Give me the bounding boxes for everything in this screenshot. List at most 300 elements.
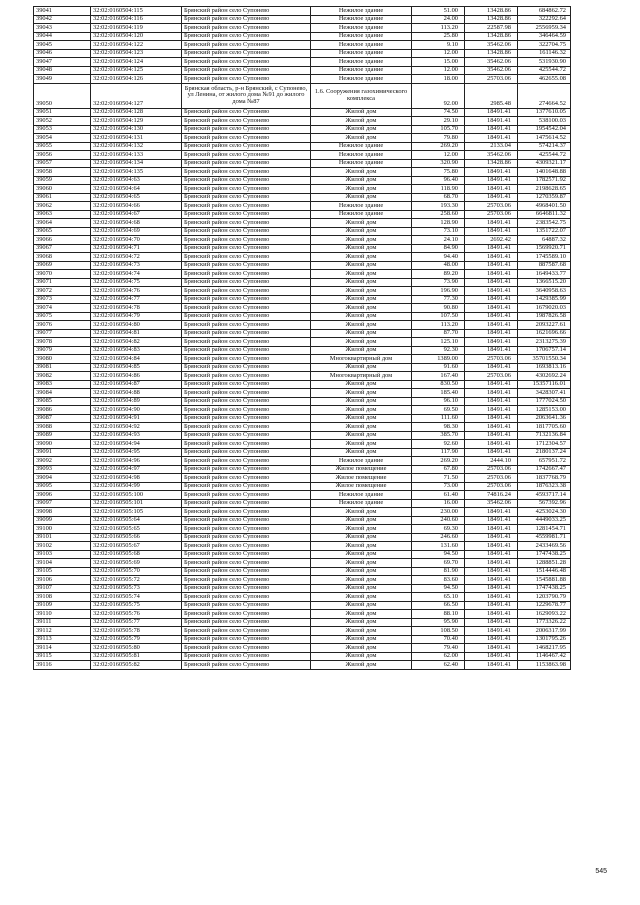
number-cell: 39113 <box>34 635 91 644</box>
table-row <box>34 610 571 619</box>
table-row <box>34 576 571 585</box>
cadastral-value-cell: 1679020.03 <box>518 304 571 313</box>
cadastral-number-cell: 32:02:0160504:127 <box>91 83 182 108</box>
unit-value-cell: 18491.41 <box>465 644 518 653</box>
address-cell: Брянский район село Супонево <box>182 525 311 534</box>
table-row <box>34 66 571 75</box>
address-cell: Брянский район село Супонево <box>182 491 311 500</box>
number-cell: 39041 <box>34 7 91 16</box>
cadastral-number-cell: 32:02:0160504:120 <box>91 32 182 41</box>
area-cell: 92.60 <box>412 440 465 449</box>
cadastral-number-cell: 32:02:0160504:124 <box>91 58 182 67</box>
number-cell: 39084 <box>34 389 91 398</box>
address-cell: Брянский район село Супонево <box>182 448 311 457</box>
table-row <box>34 159 571 168</box>
object-type-cell: Нежилое здание <box>311 32 412 41</box>
object-type-cell: Жилой дом <box>311 559 412 568</box>
table-row <box>34 168 571 177</box>
unit-value-cell: 13428.86 <box>465 7 518 16</box>
cadastral-number-cell: 32:02:0160505:74 <box>91 593 182 602</box>
cadastral-number-cell: 32:02:0160505:64 <box>91 516 182 525</box>
cadastral-value-cell: 346464.59 <box>518 32 571 41</box>
cadastral-number-cell: 32:02:0160505:72 <box>91 576 182 585</box>
address-cell: Брянский район село Супонево <box>182 533 311 542</box>
area-cell: 24.10 <box>412 236 465 245</box>
number-cell: 39082 <box>34 372 91 381</box>
table-row <box>34 482 571 491</box>
unit-value-cell: 18491.41 <box>465 652 518 661</box>
address-cell: Брянский район село Супонево <box>182 151 311 160</box>
unit-value-cell: 25703.06 <box>465 75 518 84</box>
table-row <box>34 525 571 534</box>
cadastral-number-cell: 32:02:0160504:123 <box>91 49 182 58</box>
number-cell: 39111 <box>34 618 91 627</box>
number-cell: 39077 <box>34 329 91 338</box>
address-cell: Брянский район село Супонево <box>182 431 311 440</box>
object-type-cell: Жилой дом <box>311 440 412 449</box>
object-type-cell: Жилой дом <box>311 618 412 627</box>
cadastral-number-cell: 32:02:0160504:69 <box>91 227 182 236</box>
unit-value-cell: 25703.06 <box>465 474 518 483</box>
table-row <box>34 338 571 347</box>
table-row <box>34 134 571 143</box>
number-cell: 39074 <box>34 304 91 313</box>
table-row <box>34 584 571 593</box>
number-cell: 39061 <box>34 193 91 202</box>
area-cell: 73.00 <box>412 482 465 491</box>
cadastral-value-cell: 2383542.75 <box>518 219 571 228</box>
cadastral-number-cell: 32:02:0160504:76 <box>91 287 182 296</box>
cadastral-value-cell: 1742667.47 <box>518 465 571 474</box>
cadastral-value-cell: 1514446.48 <box>518 567 571 576</box>
address-cell: Брянский район село Супонево <box>182 49 311 58</box>
area-cell: 24.00 <box>412 15 465 24</box>
address-cell: Брянский район село Супонево <box>182 58 311 67</box>
area-cell: 830.50 <box>412 380 465 389</box>
object-type-cell: Жилой дом <box>311 253 412 262</box>
table-row <box>34 49 571 58</box>
object-type-cell: Жилой дом <box>311 448 412 457</box>
cadastral-value-cell: 1954542.04 <box>518 125 571 134</box>
address-cell: Брянский район село Супонево <box>182 601 311 610</box>
object-type-cell: Многоквартирный дом <box>311 355 412 364</box>
number-cell: 39058 <box>34 168 91 177</box>
object-type-cell: Жилой дом <box>311 176 412 185</box>
table-row <box>34 661 571 670</box>
unit-value-cell: 18491.41 <box>465 550 518 559</box>
object-type-cell: Жилой дом <box>311 389 412 398</box>
number-cell: 39107 <box>34 584 91 593</box>
cadastral-value-cell: 35701550.34 <box>518 355 571 364</box>
cadastral-value-cell: 1377610.05 <box>518 108 571 117</box>
unit-value-cell: 18491.41 <box>465 270 518 279</box>
cadastral-number-cell: 32:02:0160504:133 <box>91 151 182 160</box>
cadastral-number-cell: 32:02:0160505:75 <box>91 601 182 610</box>
object-type-cell: Нежилое здание <box>311 7 412 16</box>
cadastral-value-cell: 2313275.39 <box>518 338 571 347</box>
table-row <box>34 448 571 457</box>
area-cell: 118.90 <box>412 185 465 194</box>
cadastral-number-cell: 32:02:0160504:98 <box>91 474 182 483</box>
unit-value-cell: 18491.41 <box>465 261 518 270</box>
object-type-cell: Жилой дом <box>311 270 412 279</box>
object-type-cell: Жилой дом <box>311 635 412 644</box>
number-cell: 39066 <box>34 236 91 245</box>
number-cell: 39068 <box>34 253 91 262</box>
object-type-cell: Жилой дом <box>311 134 412 143</box>
cadastral-number-cell: 32:02:0160505:70 <box>91 567 182 576</box>
unit-value-cell: 18491.41 <box>465 168 518 177</box>
unit-value-cell: 25703.06 <box>465 482 518 491</box>
unit-value-cell: 2985.48 <box>465 83 518 108</box>
number-cell: 39057 <box>34 159 91 168</box>
area-cell: 91.60 <box>412 363 465 372</box>
unit-value-cell: 18491.41 <box>465 185 518 194</box>
area-cell: 269.20 <box>412 457 465 466</box>
cadastral-number-cell: 32:02:0160504:86 <box>91 372 182 381</box>
table-row <box>34 219 571 228</box>
table-row <box>34 329 571 338</box>
cadastral-number-cell: 32:02:0160504:77 <box>91 295 182 304</box>
cadastral-value-cell: 4302692.24 <box>518 372 571 381</box>
area-cell: 69.30 <box>412 525 465 534</box>
address-cell: Брянский район село Супонево <box>182 295 311 304</box>
unit-value-cell: 35462.06 <box>465 499 518 508</box>
area-cell: 95.90 <box>412 618 465 627</box>
unit-value-cell: 18491.41 <box>465 244 518 253</box>
object-type-cell: Жилой дом <box>311 295 412 304</box>
unit-value-cell: 18491.41 <box>465 346 518 355</box>
unit-value-cell: 25703.06 <box>465 355 518 364</box>
unit-value-cell: 13428.86 <box>465 15 518 24</box>
unit-value-cell: 18491.41 <box>465 125 518 134</box>
cadastral-number-cell: 32:02:0160504:96 <box>91 457 182 466</box>
unit-value-cell: 35462.06 <box>465 66 518 75</box>
table-row <box>34 41 571 50</box>
address-cell: Брянский район село Супонево <box>182 457 311 466</box>
object-type-cell: Жилой дом <box>311 244 412 253</box>
area-cell: 77.30 <box>412 295 465 304</box>
cadastral-value-cell: 1153863.98 <box>518 661 571 670</box>
object-type-cell: Жилой дом <box>311 227 412 236</box>
cadastral-value-cell: 1475614.52 <box>518 134 571 143</box>
number-cell: 39085 <box>34 397 91 406</box>
cadastral-number-cell: 32:02:0160504:84 <box>91 355 182 364</box>
cadastral-number-cell: 32:02:0160504:119 <box>91 24 182 33</box>
area-cell: 131.60 <box>412 542 465 551</box>
object-type-cell: Жилой дом <box>311 287 412 296</box>
table-row <box>34 15 571 24</box>
unit-value-cell: 18491.41 <box>465 516 518 525</box>
unit-value-cell: 18491.41 <box>465 219 518 228</box>
object-type-cell: Нежилое здание <box>311 75 412 84</box>
number-cell: 39088 <box>34 423 91 432</box>
object-type-cell: Жилой дом <box>311 125 412 134</box>
cadastral-value-cell: 1747438.25 <box>518 550 571 559</box>
number-cell: 39075 <box>34 312 91 321</box>
unit-value-cell: 18491.41 <box>465 312 518 321</box>
unit-value-cell: 18491.41 <box>465 576 518 585</box>
cadastral-value-cell: 4449033.25 <box>518 516 571 525</box>
cadastral-value-cell: 2433469.56 <box>518 542 571 551</box>
area-cell: 230.00 <box>412 508 465 517</box>
area-cell: 94.50 <box>412 550 465 559</box>
table-row <box>34 414 571 423</box>
cadastral-number-cell: 32:02:0160504:125 <box>91 66 182 75</box>
table-row <box>34 652 571 661</box>
number-cell: 39048 <box>34 66 91 75</box>
number-cell: 39054 <box>34 134 91 143</box>
unit-value-cell: 18491.41 <box>465 380 518 389</box>
object-type-cell: 1.6. Сооружения газохимического комплекса <box>311 83 412 108</box>
address-cell: Брянский район село Супонево <box>182 355 311 364</box>
table-row <box>34 24 571 33</box>
cadastral-number-cell: 32:02:0160504:92 <box>91 423 182 432</box>
number-cell: 39079 <box>34 346 91 355</box>
area-cell: 16.00 <box>412 499 465 508</box>
object-type-cell: Жилой дом <box>311 329 412 338</box>
number-cell: 39055 <box>34 142 91 151</box>
cadastral-value-cell: 1649433.77 <box>518 270 571 279</box>
table-row <box>34 287 571 296</box>
cadastral-number-cell: 32:02:0160505:66 <box>91 533 182 542</box>
unit-value-cell: 18491.41 <box>465 117 518 126</box>
table-row <box>34 355 571 364</box>
area-cell: 48.00 <box>412 261 465 270</box>
area-cell: 113.20 <box>412 321 465 330</box>
unit-value-cell: 18491.41 <box>465 661 518 670</box>
cadastral-number-cell: 32:02:0160504:74 <box>91 270 182 279</box>
unit-value-cell: 18491.41 <box>465 321 518 330</box>
area-cell: 1389.00 <box>412 355 465 364</box>
cadastral-number-cell: 32:02:0160504:91 <box>91 414 182 423</box>
number-cell: 39100 <box>34 525 91 534</box>
object-type-cell: Жилой дом <box>311 346 412 355</box>
unit-value-cell: 18491.41 <box>465 542 518 551</box>
table-row <box>34 397 571 406</box>
unit-value-cell: 18491.41 <box>465 448 518 457</box>
cadastral-number-cell: 32:02:0160504:99 <box>91 482 182 491</box>
address-cell: Брянский район село Супонево <box>182 661 311 670</box>
cadastral-number-cell: 32:02:0160504:70 <box>91 236 182 245</box>
table-row <box>34 567 571 576</box>
cadastral-number-cell: 32:02:0160504:89 <box>91 397 182 406</box>
area-cell: 68.70 <box>412 193 465 202</box>
cadastral-value-cell: 1281454.71 <box>518 525 571 534</box>
cadastral-number-cell: 32:02:0160504:64 <box>91 185 182 194</box>
address-cell: Брянский район село Супонево <box>182 465 311 474</box>
table-row <box>34 295 571 304</box>
object-type-cell: Нежилое здание <box>311 491 412 500</box>
address-cell: Брянский район село Супонево <box>182 75 311 84</box>
area-cell: 105.70 <box>412 125 465 134</box>
area-cell: 73.10 <box>412 227 465 236</box>
table-row <box>34 380 571 389</box>
address-cell: Брянский район село Супонево <box>182 253 311 262</box>
table-row <box>34 227 571 236</box>
area-cell: 98.30 <box>412 423 465 432</box>
cadastral-value-cell: 3428307.41 <box>518 389 571 398</box>
object-type-cell: Жилое помещение <box>311 474 412 483</box>
area-cell: 107.50 <box>412 312 465 321</box>
cadastral-value-cell: 6646811.32 <box>518 210 571 219</box>
cadastral-number-cell: 32:02:0160504:81 <box>91 329 182 338</box>
table-row <box>34 465 571 474</box>
address-cell: Брянский район село Супонево <box>182 474 311 483</box>
cadastral-value-cell: 4253024.30 <box>518 508 571 517</box>
table-row <box>34 593 571 602</box>
address-cell: Брянский район село Супонево <box>182 210 311 219</box>
cadastral-number-cell: 32:02:0160504:78 <box>91 304 182 313</box>
object-type-cell: Жилой дом <box>311 584 412 593</box>
table-row <box>34 440 571 449</box>
cadastral-number-cell: 32:02:0160504:129 <box>91 117 182 126</box>
area-cell: 69.50 <box>412 406 465 415</box>
area-cell: 69.70 <box>412 559 465 568</box>
cadastral-register-table <box>33 6 571 670</box>
object-type-cell: Жилой дом <box>311 414 412 423</box>
object-type-cell: Жилой дом <box>311 108 412 117</box>
cadastral-number-cell: 32:02:0160505:68 <box>91 550 182 559</box>
number-cell: 39076 <box>34 321 91 330</box>
area-cell: 92.30 <box>412 346 465 355</box>
object-type-cell: Жилой дом <box>311 423 412 432</box>
object-type-cell: Жилой дом <box>311 193 412 202</box>
unit-value-cell: 25703.06 <box>465 210 518 219</box>
number-cell: 39112 <box>34 627 91 636</box>
unit-value-cell: 2444.10 <box>465 457 518 466</box>
cadastral-value-cell: 1429385.99 <box>518 295 571 304</box>
number-cell: 39086 <box>34 406 91 415</box>
table-row <box>34 210 571 219</box>
area-cell: 96.40 <box>412 176 465 185</box>
page-number: 545 <box>595 868 607 875</box>
cadastral-value-cell: 1285153.00 <box>518 406 571 415</box>
cadastral-value-cell: 684862.72 <box>518 7 571 16</box>
number-cell: 39097 <box>34 499 91 508</box>
area-cell: 9.10 <box>412 41 465 50</box>
area-cell: 167.40 <box>412 372 465 381</box>
cadastral-number-cell: 32:02:0160504:82 <box>91 338 182 347</box>
table-row <box>34 185 571 194</box>
area-cell: 62.00 <box>412 652 465 661</box>
area-cell: 75.80 <box>412 168 465 177</box>
number-cell: 39070 <box>34 270 91 279</box>
table-row <box>34 321 571 330</box>
object-type-cell: Нежилое здание <box>311 457 412 466</box>
cadastral-value-cell: 1706757.14 <box>518 346 571 355</box>
address-cell: Брянский район село Супонево <box>182 610 311 619</box>
table-row <box>34 75 571 84</box>
object-type-cell: Нежилое здание <box>311 58 412 67</box>
cadastral-value-cell: 1301795.26 <box>518 635 571 644</box>
address-cell: Брянский район село Супонево <box>182 542 311 551</box>
number-cell: 39081 <box>34 363 91 372</box>
address-cell: Брянский район село Супонево <box>182 363 311 372</box>
table-row <box>34 491 571 500</box>
area-cell: 196.90 <box>412 287 465 296</box>
number-cell: 39043 <box>34 24 91 33</box>
number-cell: 39052 <box>34 117 91 126</box>
table-row <box>34 542 571 551</box>
area-cell: 96.10 <box>412 397 465 406</box>
object-type-cell: Жилой дом <box>311 644 412 653</box>
number-cell: 39067 <box>34 244 91 253</box>
cadastral-value-cell: 657951.72 <box>518 457 571 466</box>
table-row <box>34 550 571 559</box>
unit-value-cell: 18491.41 <box>465 287 518 296</box>
cadastral-value-cell: 4559981.71 <box>518 533 571 542</box>
cadastral-number-cell: 32:02:0160504:83 <box>91 346 182 355</box>
number-cell: 39046 <box>34 49 91 58</box>
table-row <box>34 431 571 440</box>
number-cell: 39109 <box>34 601 91 610</box>
address-cell: Брянский район село Супонево <box>182 7 311 16</box>
cadastral-number-cell: 32:02:0160504:132 <box>91 142 182 151</box>
unit-value-cell: 25703.06 <box>465 465 518 474</box>
address-cell: Брянский район село Супонево <box>182 321 311 330</box>
object-type-cell: Жилой дом <box>311 508 412 517</box>
table-row <box>34 236 571 245</box>
object-type-cell: Жилой дом <box>311 576 412 585</box>
unit-value-cell: 18491.41 <box>465 397 518 406</box>
unit-value-cell: 18491.41 <box>465 593 518 602</box>
cadastral-value-cell: 1773326.22 <box>518 618 571 627</box>
number-cell: 39093 <box>34 465 91 474</box>
cadastral-value-cell: 4968401.50 <box>518 202 571 211</box>
unit-value-cell: 22587.98 <box>465 24 518 33</box>
cadastral-value-cell: 4593717.14 <box>518 491 571 500</box>
cadastral-number-cell: 32:02:0160504:116 <box>91 15 182 24</box>
cadastral-number-cell: 32:02:0160504:75 <box>91 278 182 287</box>
unit-value-cell: 18491.41 <box>465 559 518 568</box>
unit-value-cell: 18491.41 <box>465 635 518 644</box>
cadastral-value-cell: 2006317.99 <box>518 627 571 636</box>
area-cell: 73.90 <box>412 278 465 287</box>
address-cell: Брянский район село Супонево <box>182 593 311 602</box>
cadastral-value-cell: 567392.96 <box>518 499 571 508</box>
area-cell: 79.80 <box>412 134 465 143</box>
table-row <box>34 644 571 653</box>
address-cell: Брянский район село Супонево <box>182 508 311 517</box>
cadastral-value-cell: 574214.37 <box>518 142 571 151</box>
cadastral-value-cell: 2063641.36 <box>518 414 571 423</box>
cadastral-value-cell: 161146.32 <box>518 49 571 58</box>
address-cell: Брянский район село Супонево <box>182 372 311 381</box>
cadastral-number-cell: 32:02:0160504:126 <box>91 75 182 84</box>
area-cell: 62.40 <box>412 661 465 670</box>
area-cell: 83.60 <box>412 576 465 585</box>
number-cell: 39051 <box>34 108 91 117</box>
object-type-cell: Жилой дом <box>311 312 412 321</box>
object-type-cell: Жилой дом <box>311 380 412 389</box>
address-cell: Брянский район село Супонево <box>182 134 311 143</box>
object-type-cell: Жилой дом <box>311 550 412 559</box>
object-type-cell: Жилой дом <box>311 397 412 406</box>
object-type-cell: Жилой дом <box>311 363 412 372</box>
cadastral-value-cell: 1366515.20 <box>518 278 571 287</box>
address-cell: Брянский район село Супонево <box>182 15 311 24</box>
area-cell: 92.00 <box>412 83 465 108</box>
object-type-cell: Нежилое здание <box>311 66 412 75</box>
object-type-cell: Жилой дом <box>311 168 412 177</box>
address-cell: Брянский район село Супонево <box>182 576 311 585</box>
number-cell: 39099 <box>34 516 91 525</box>
address-cell: Брянский район село Супонево <box>182 270 311 279</box>
address-cell: Брянский район село Супонево <box>182 236 311 245</box>
address-cell: Брянский район село Супонево <box>182 635 311 644</box>
unit-value-cell: 18491.41 <box>465 610 518 619</box>
